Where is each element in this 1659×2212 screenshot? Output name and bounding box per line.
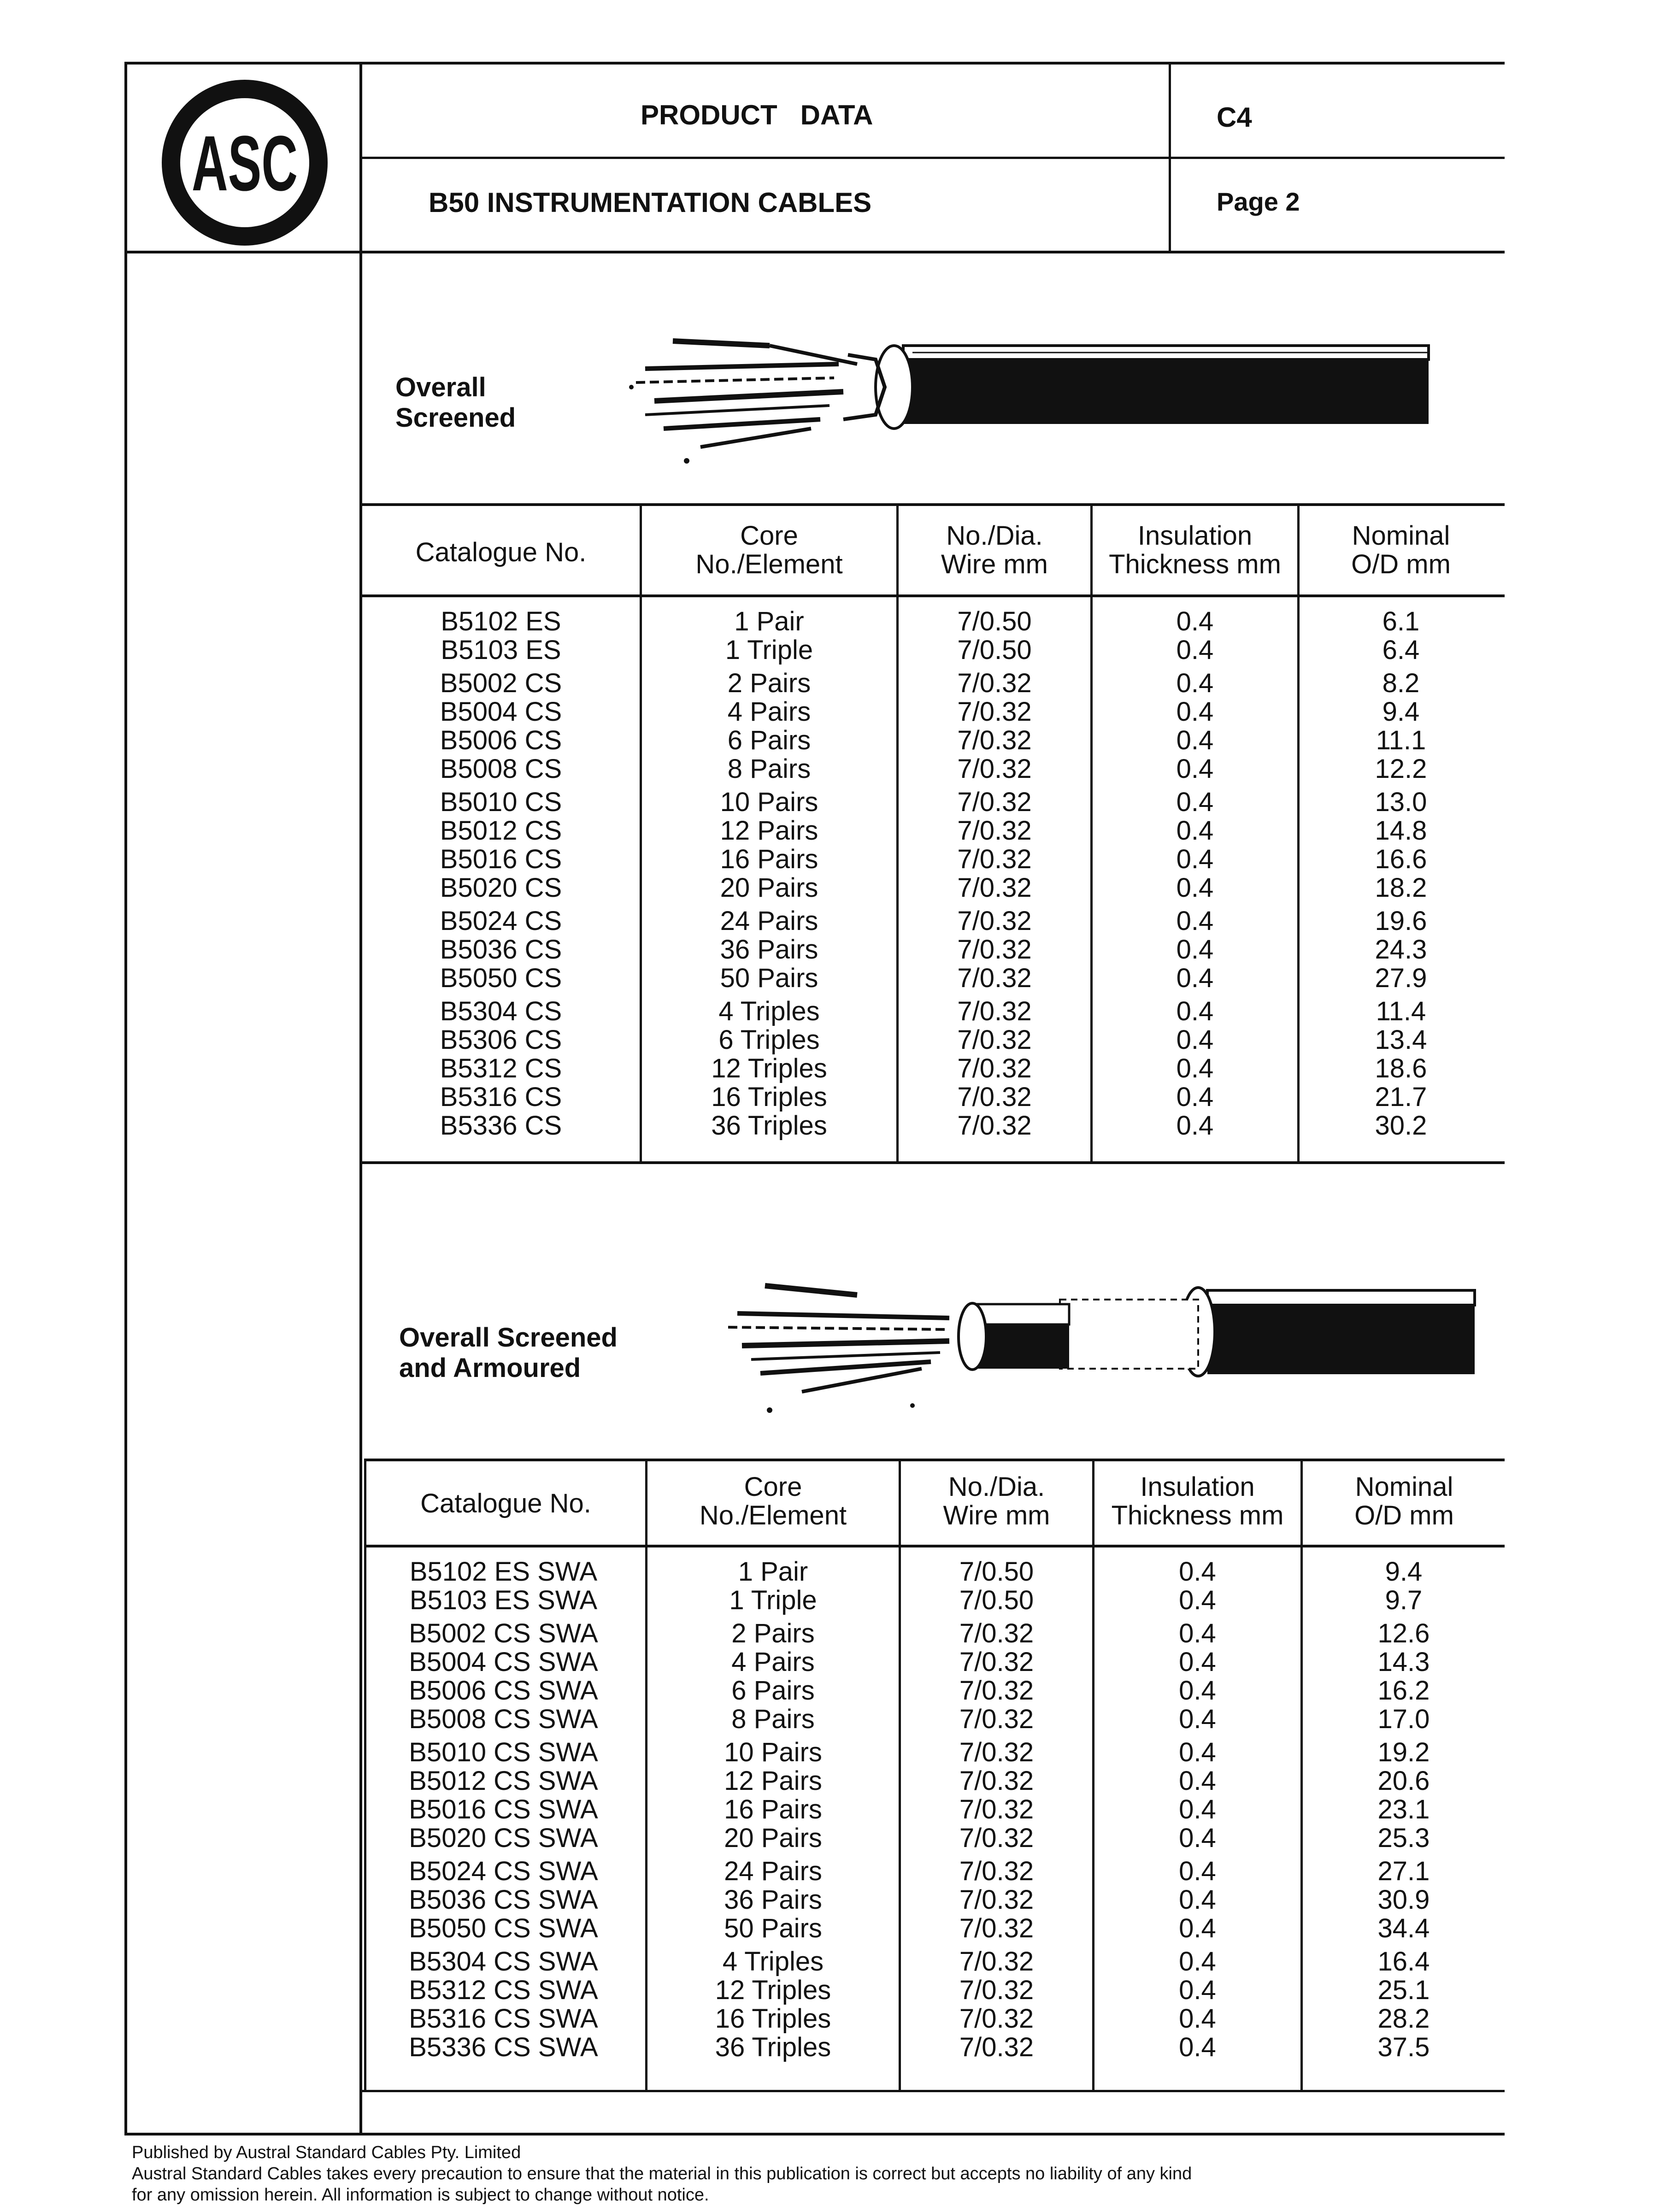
frame-top bbox=[124, 62, 1505, 65]
table2-cell-wire: 7/0.32 bbox=[959, 1975, 1034, 2005]
table1-cell-insulation: 0.4 bbox=[1176, 906, 1214, 936]
table1-cell-wire: 7/0.32 bbox=[957, 963, 1032, 993]
table2-cell-wire: 7/0.50 bbox=[959, 1557, 1034, 1587]
table1-cell-wire: 7/0.50 bbox=[957, 635, 1032, 665]
table1-cell-core: 4 Pairs bbox=[727, 697, 811, 727]
table2-cell-wire: 7/0.32 bbox=[959, 2004, 1034, 2034]
table1-cell-wire: 7/0.32 bbox=[957, 1025, 1032, 1055]
table1-cell-catalogue: B5016 CS bbox=[440, 844, 562, 874]
table2-cell-core: 1 Triple bbox=[729, 1585, 817, 1615]
table1-body bbox=[362, 607, 1505, 1151]
table1-header-rule bbox=[362, 594, 1505, 597]
table2-cell-wire: 7/0.32 bbox=[959, 1676, 1034, 1706]
table2-cell-catalogue: B5016 CS SWA bbox=[409, 1794, 598, 1824]
table1-cell-od: 21.7 bbox=[1375, 1082, 1427, 1112]
table1-cell-core: 6 Triples bbox=[718, 1025, 820, 1055]
table1-cell-core: 1 Pair bbox=[734, 606, 804, 636]
table1-cell-core: 2 Pairs bbox=[727, 668, 811, 698]
table2-cell-od: 16.4 bbox=[1377, 1947, 1430, 1977]
document-subtitle: B50 INSTRUMENTATION CABLES bbox=[429, 187, 872, 218]
table2-cell-core: 16 Pairs bbox=[724, 1794, 822, 1824]
table1-cell-insulation: 0.4 bbox=[1176, 816, 1214, 846]
table1-cell-insulation: 0.4 bbox=[1176, 668, 1214, 698]
table2-header-wire-line2: Wire mm bbox=[943, 1500, 1050, 1530]
table1-header-core-line1: Core bbox=[740, 521, 798, 551]
table1-cell-od: 30.2 bbox=[1375, 1111, 1427, 1141]
table1-cell-core: 12 Triples bbox=[711, 1053, 827, 1083]
table2-header-insulation-line1: Insulation bbox=[1140, 1472, 1255, 1502]
table2-cell-core: 1 Pair bbox=[738, 1557, 808, 1587]
table1-cell-wire: 7/0.32 bbox=[957, 935, 1032, 965]
table1-cell-core: 4 Triples bbox=[718, 996, 820, 1026]
table1-cell-core: 10 Pairs bbox=[720, 787, 818, 817]
table2-cell-od: 16.2 bbox=[1377, 1676, 1430, 1706]
table1-cell-catalogue: B5020 CS bbox=[440, 873, 562, 903]
logo-text: ASC bbox=[192, 120, 298, 207]
table2-cell-catalogue: B5004 CS SWA bbox=[409, 1647, 598, 1677]
cable-screened-icon bbox=[618, 313, 1438, 484]
table1-header-core-line2: No./Element bbox=[695, 549, 843, 579]
table1-cell-catalogue: B5024 CS bbox=[440, 906, 562, 936]
table1-cell-catalogue: B5316 CS bbox=[440, 1082, 562, 1112]
table2-cell-insulation: 0.4 bbox=[1179, 1856, 1216, 1886]
table2-cell-catalogue: B5010 CS SWA bbox=[409, 1737, 598, 1767]
table2-cell-catalogue: B5020 CS SWA bbox=[409, 1823, 598, 1853]
table1-cell-od: 12.2 bbox=[1375, 754, 1427, 784]
table2-cell-insulation: 0.4 bbox=[1179, 1823, 1216, 1853]
table2-header-od-line1: Nominal bbox=[1355, 1472, 1453, 1502]
table2-header-wire bbox=[901, 1473, 1092, 1530]
table2-top-rule bbox=[364, 1459, 1505, 1461]
table1-header-wire-line1: No./Dia. bbox=[946, 521, 1043, 551]
table2-cell-insulation: 0.4 bbox=[1179, 1885, 1216, 1915]
table2-header-core-line1: Core bbox=[744, 1472, 802, 1502]
table2-header-rule bbox=[364, 1545, 1505, 1547]
table1-cell-od: 8.2 bbox=[1382, 668, 1420, 698]
table1-cell-catalogue: B5002 CS bbox=[440, 668, 562, 698]
table2-cell-core: 12 Pairs bbox=[724, 1766, 822, 1796]
table1-cell-core: 1 Triple bbox=[725, 635, 813, 665]
table2-cell-wire: 7/0.32 bbox=[959, 1647, 1034, 1677]
table2-cell-core: 2 Pairs bbox=[731, 1618, 815, 1648]
table2-cell-wire: 7/0.32 bbox=[959, 1704, 1034, 1734]
table2-cell-core: 8 Pairs bbox=[731, 1704, 815, 1734]
table1-cell-wire: 7/0.32 bbox=[957, 754, 1032, 784]
table1-cell-wire: 7/0.32 bbox=[957, 787, 1032, 817]
table2-cell-wire: 7/0.32 bbox=[959, 1947, 1034, 1977]
table1-cell-od: 11.1 bbox=[1376, 725, 1426, 755]
table1-cell-wire: 7/0.32 bbox=[957, 668, 1032, 698]
section1-label bbox=[395, 372, 516, 433]
table1-header-insulation-line1: Insulation bbox=[1137, 521, 1253, 551]
header-code-divider bbox=[1169, 62, 1171, 252]
table2-cell-wire: 7/0.32 bbox=[959, 1618, 1034, 1648]
table2-cell-core: 16 Triples bbox=[715, 2004, 831, 2034]
frame-left bbox=[124, 62, 127, 2136]
table2-cell-od: 14.3 bbox=[1377, 1647, 1430, 1677]
table2-cell-catalogue: B5012 CS SWA bbox=[409, 1766, 598, 1796]
table1-cell-wire: 7/0.50 bbox=[957, 606, 1032, 636]
table2-cell-insulation: 0.4 bbox=[1179, 1647, 1216, 1677]
table2-cell-core: 6 Pairs bbox=[731, 1676, 815, 1706]
table2-header-od bbox=[1303, 1473, 1506, 1530]
table1-cell-core: 6 Pairs bbox=[727, 725, 811, 755]
table1-cell-insulation: 0.4 bbox=[1176, 996, 1214, 1026]
header-row-divider bbox=[362, 157, 1505, 159]
table1-cell-core: 36 Triples bbox=[711, 1111, 827, 1141]
table1-cell-wire: 7/0.32 bbox=[957, 873, 1032, 903]
table1-cell-insulation: 0.4 bbox=[1176, 844, 1214, 874]
table2-cell-wire: 7/0.32 bbox=[959, 1885, 1034, 1915]
table1-header-wire-line2: Wire mm bbox=[941, 549, 1048, 579]
table1-header-insulation bbox=[1093, 522, 1297, 579]
table1-cell-od: 18.6 bbox=[1375, 1053, 1427, 1083]
table1-cell-wire: 7/0.32 bbox=[957, 697, 1032, 727]
table1-cell-catalogue: B5306 CS bbox=[440, 1025, 562, 1055]
table1-cell-catalogue: B5010 CS bbox=[440, 787, 562, 817]
table1-cell-wire: 7/0.32 bbox=[957, 816, 1032, 846]
table1-cell-insulation: 0.4 bbox=[1176, 963, 1214, 993]
table2-header-insulation-line2: Thickness mm bbox=[1111, 1500, 1284, 1530]
table1-cell-catalogue: B5004 CS bbox=[440, 697, 562, 727]
table1-cell-od: 6.1 bbox=[1382, 606, 1420, 636]
table1-cell-od: 9.4 bbox=[1382, 697, 1420, 727]
table2-cell-od: 20.6 bbox=[1377, 1766, 1430, 1796]
table2-cell-insulation: 0.4 bbox=[1179, 1794, 1216, 1824]
table2-cell-insulation: 0.4 bbox=[1179, 1737, 1216, 1767]
logo bbox=[159, 77, 330, 248]
table1-cell-catalogue: B5336 CS bbox=[440, 1111, 562, 1141]
table1-cell-od: 11.4 bbox=[1376, 996, 1426, 1026]
table1-header-catalogue: Catalogue No. bbox=[415, 537, 587, 567]
table2-cell-core: 4 Triples bbox=[722, 1947, 824, 1977]
footer-disclaimer-line2: for any omission herein. All information is subject to change without notice. bbox=[132, 2185, 709, 2205]
table1-header-core bbox=[642, 522, 896, 579]
table2-cell-insulation: 0.4 bbox=[1179, 1618, 1216, 1648]
section2-label-line2: and Armoured bbox=[399, 1353, 581, 1383]
table1-cell-catalogue: B5006 CS bbox=[440, 725, 562, 755]
table1-cell-core: 36 Pairs bbox=[720, 935, 818, 965]
table2-cell-od: 27.1 bbox=[1377, 1856, 1430, 1886]
table2-cell-wire: 7/0.32 bbox=[959, 1856, 1034, 1886]
table2-cell-insulation: 0.4 bbox=[1179, 1913, 1216, 1943]
table1-cell-od: 18.2 bbox=[1375, 873, 1427, 903]
table2-cell-catalogue: B5316 CS SWA bbox=[409, 2004, 598, 2034]
table1-cell-insulation: 0.4 bbox=[1176, 635, 1214, 665]
table2-cell-wire: 7/0.32 bbox=[959, 2032, 1034, 2062]
table1-header-wire bbox=[899, 522, 1090, 579]
table2-cell-catalogue: B5102 ES SWA bbox=[409, 1557, 598, 1587]
table2-cell-core: 50 Pairs bbox=[724, 1913, 822, 1943]
table2-header-wire-line1: No./Dia. bbox=[948, 1472, 1045, 1502]
section2-label-line1: Overall Screened bbox=[399, 1323, 618, 1353]
table2-cell-core: 4 Pairs bbox=[731, 1647, 815, 1677]
table1-cell-od: 19.6 bbox=[1375, 906, 1427, 936]
table1-cell-wire: 7/0.32 bbox=[957, 1053, 1032, 1083]
table1-cell-insulation: 0.4 bbox=[1176, 725, 1214, 755]
table1-cell-wire: 7/0.32 bbox=[957, 1111, 1032, 1141]
asc-logo-icon bbox=[159, 77, 330, 248]
table2-cell-insulation: 0.4 bbox=[1179, 1975, 1216, 2005]
table2-cell-wire: 7/0.32 bbox=[959, 1794, 1034, 1824]
table2-cell-od: 17.0 bbox=[1377, 1704, 1430, 1734]
table1-cell-core: 50 Pairs bbox=[720, 963, 818, 993]
table1-cell-od: 13.4 bbox=[1375, 1025, 1427, 1055]
table1-cell-insulation: 0.4 bbox=[1176, 754, 1214, 784]
table1-header-od-line2: O/D mm bbox=[1351, 549, 1451, 579]
page-title: PRODUCT DATA bbox=[641, 100, 873, 130]
table2-cell-od: 23.1 bbox=[1377, 1794, 1430, 1824]
table2-cell-core: 12 Triples bbox=[715, 1975, 831, 2005]
table2-cell-insulation: 0.4 bbox=[1179, 1704, 1216, 1734]
table1-cell-wire: 7/0.32 bbox=[957, 844, 1032, 874]
table2-cell-od: 12.6 bbox=[1377, 1618, 1430, 1648]
frame-bottom bbox=[124, 2133, 1505, 2136]
table2-header-catalogue: Catalogue No. bbox=[420, 1488, 591, 1518]
table2-cell-catalogue: B5006 CS SWA bbox=[409, 1676, 598, 1706]
table1-cell-insulation: 0.4 bbox=[1176, 1082, 1214, 1112]
table2-cell-wire: 7/0.32 bbox=[959, 1823, 1034, 1853]
document-code: C4 bbox=[1217, 102, 1252, 133]
table2-cell-od: 19.2 bbox=[1377, 1737, 1430, 1767]
table2-cell-insulation: 0.4 bbox=[1179, 2004, 1216, 2034]
table1-cell-catalogue: B5102 ES bbox=[441, 606, 561, 636]
table1-cell-insulation: 0.4 bbox=[1176, 935, 1214, 965]
table2-body bbox=[364, 1558, 1505, 2078]
table2-cell-insulation: 0.4 bbox=[1179, 1585, 1216, 1615]
table2-cell-insulation: 0.4 bbox=[1179, 2032, 1216, 2062]
page-number: Page 2 bbox=[1217, 187, 1300, 216]
table1-cell-insulation: 0.4 bbox=[1176, 697, 1214, 727]
table1-cell-core: 16 Triples bbox=[711, 1082, 827, 1112]
table1-cell-wire: 7/0.32 bbox=[957, 725, 1032, 755]
table2-header-od-line2: O/D mm bbox=[1354, 1500, 1454, 1530]
table1-cell-core: 16 Pairs bbox=[720, 844, 818, 874]
table2-cell-catalogue: B5024 CS SWA bbox=[409, 1856, 598, 1886]
table1-cell-od: 6.4 bbox=[1382, 635, 1420, 665]
table2-cell-od: 25.3 bbox=[1377, 1823, 1430, 1853]
table2-cell-od: 9.7 bbox=[1385, 1585, 1423, 1615]
table1-cell-catalogue: B5312 CS bbox=[440, 1053, 562, 1083]
table2-cell-catalogue: B5103 ES SWA bbox=[409, 1585, 598, 1615]
table1-header-od bbox=[1300, 522, 1502, 579]
table2-cell-core: 36 Pairs bbox=[724, 1885, 822, 1915]
table1-cell-insulation: 0.4 bbox=[1176, 606, 1214, 636]
table1-header-insulation-line2: Thickness mm bbox=[1109, 549, 1281, 579]
table1-cell-od: 13.0 bbox=[1375, 787, 1427, 817]
table1-header-od-line1: Nominal bbox=[1352, 521, 1450, 551]
table2-cell-core: 10 Pairs bbox=[724, 1737, 822, 1767]
table2-cell-catalogue: B5036 CS SWA bbox=[409, 1885, 598, 1915]
table2-header-core bbox=[647, 1473, 899, 1530]
table1-cell-od: 14.8 bbox=[1375, 816, 1427, 846]
cable-armoured-icon bbox=[710, 1253, 1484, 1429]
cable-illustration-screened bbox=[618, 313, 1438, 484]
table2-cell-od: 30.9 bbox=[1377, 1885, 1430, 1915]
table2-header-core-line2: No./Element bbox=[699, 1500, 847, 1530]
table2-header-insulation bbox=[1094, 1473, 1300, 1530]
table1-cell-od: 27.9 bbox=[1375, 963, 1427, 993]
table1-cell-catalogue: B5103 ES bbox=[441, 635, 561, 665]
table2-cell-od: 9.4 bbox=[1385, 1557, 1423, 1587]
table1-cell-od: 24.3 bbox=[1375, 935, 1427, 965]
table2-cell-od: 37.5 bbox=[1377, 2032, 1430, 2062]
section2-bottom-rule bbox=[362, 2090, 1505, 2092]
table1-cell-catalogue: B5036 CS bbox=[440, 935, 562, 965]
table2-cell-insulation: 0.4 bbox=[1179, 1676, 1216, 1706]
table2-cell-od: 25.1 bbox=[1377, 1975, 1430, 2005]
table1-top-rule bbox=[362, 503, 1505, 506]
table2-cell-catalogue: B5050 CS SWA bbox=[409, 1913, 598, 1943]
section1-bottom-rule bbox=[362, 1161, 1505, 1164]
table2-cell-od: 34.4 bbox=[1377, 1913, 1430, 1943]
table2-cell-od: 28.2 bbox=[1377, 2004, 1430, 2034]
table1-cell-od: 16.6 bbox=[1375, 844, 1427, 874]
footer-disclaimer-line1: Austral Standard Cables takes every precaution to ensure that the material in this publication is correct but accepts no liability of any kind bbox=[132, 2164, 1192, 2183]
section1-label-line1: Overall bbox=[395, 372, 486, 402]
table1-cell-core: 8 Pairs bbox=[727, 754, 811, 784]
table1-cell-wire: 7/0.32 bbox=[957, 1082, 1032, 1112]
section1-label-line2: Screened bbox=[395, 403, 516, 433]
table2-cell-insulation: 0.4 bbox=[1179, 1947, 1216, 1977]
table2-cell-catalogue: B5304 CS SWA bbox=[409, 1947, 598, 1977]
table1-cell-catalogue: B5008 CS bbox=[440, 754, 562, 784]
table1-cell-insulation: 0.4 bbox=[1176, 1025, 1214, 1055]
table2-cell-wire: 7/0.50 bbox=[959, 1585, 1034, 1615]
table1-cell-wire: 7/0.32 bbox=[957, 906, 1032, 936]
table1-cell-insulation: 0.4 bbox=[1176, 873, 1214, 903]
table1-cell-catalogue: B5050 CS bbox=[440, 963, 562, 993]
table1-cell-insulation: 0.4 bbox=[1176, 1111, 1214, 1141]
table1-cell-core: 20 Pairs bbox=[720, 873, 818, 903]
table2-cell-catalogue: B5008 CS SWA bbox=[409, 1704, 598, 1734]
header-bottom-rule bbox=[124, 251, 1505, 253]
table1-cell-wire: 7/0.32 bbox=[957, 996, 1032, 1026]
table1-cell-catalogue: B5304 CS bbox=[440, 996, 562, 1026]
footer-publisher: Published by Austral Standard Cables Pty. Limited bbox=[132, 2143, 521, 2162]
table1-cell-insulation: 0.4 bbox=[1176, 787, 1214, 817]
table1-cell-core: 24 Pairs bbox=[720, 906, 818, 936]
table1-cell-catalogue: B5012 CS bbox=[440, 816, 562, 846]
table2-cell-core: 20 Pairs bbox=[724, 1823, 822, 1853]
table2-cell-wire: 7/0.32 bbox=[959, 1766, 1034, 1796]
table2-cell-catalogue: B5336 CS SWA bbox=[409, 2032, 598, 2062]
table2-cell-core: 36 Triples bbox=[715, 2032, 831, 2062]
table2-cell-catalogue: B5312 CS SWA bbox=[409, 1975, 598, 2005]
table2-cell-insulation: 0.4 bbox=[1179, 1557, 1216, 1587]
cable-illustration-armoured bbox=[710, 1253, 1484, 1429]
section2-label bbox=[399, 1323, 618, 1383]
table1-cell-core: 12 Pairs bbox=[720, 816, 818, 846]
table2-cell-catalogue: B5002 CS SWA bbox=[409, 1618, 598, 1648]
table2-cell-wire: 7/0.32 bbox=[959, 1913, 1034, 1943]
table2-cell-wire: 7/0.32 bbox=[959, 1737, 1034, 1767]
table1-cell-insulation: 0.4 bbox=[1176, 1053, 1214, 1083]
table2-cell-core: 24 Pairs bbox=[724, 1856, 822, 1886]
table2-cell-insulation: 0.4 bbox=[1179, 1766, 1216, 1796]
